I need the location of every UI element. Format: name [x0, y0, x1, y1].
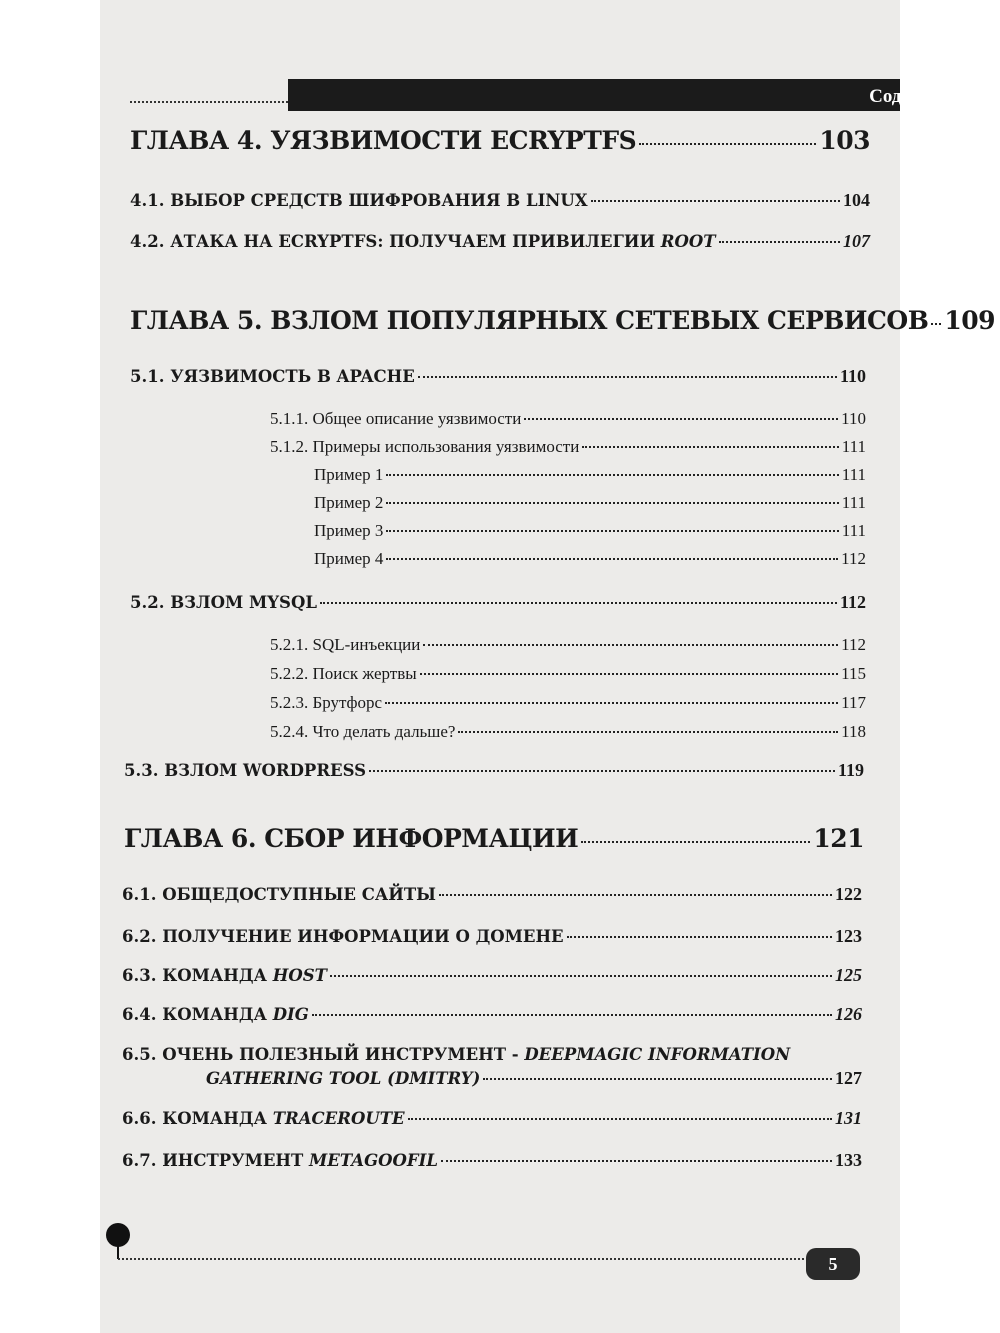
section-title: 6.3. КОМАНДА HOST — [122, 966, 327, 985]
leader-dots — [408, 1118, 832, 1120]
chapter-title: ГЛАВА 6. СБОР ИНФОРМАЦИИ — [124, 824, 579, 853]
toc-section-6-7[interactable] — [122, 1150, 862, 1171]
leader-dots — [386, 474, 838, 476]
toc-example-2[interactable] — [314, 493, 866, 513]
toc-section-6-4[interactable] — [122, 1004, 862, 1025]
leader-dots — [639, 143, 816, 145]
leader-dots — [423, 644, 838, 646]
toc-subsection-5-1-2[interactable] — [270, 437, 866, 457]
leader-dots — [418, 376, 837, 378]
example-title: Пример 3 — [314, 521, 384, 540]
chapter-title: ГЛАВА 5. ВЗЛОМ ПОПУЛЯРНЫХ СЕТЕВЫХ СЕРВИСОВ — [130, 306, 929, 335]
leader-dots — [483, 1078, 832, 1080]
leader-dots — [439, 894, 832, 896]
toc-subsection-5-2-4[interactable] — [270, 722, 866, 742]
leader-dots — [581, 841, 810, 843]
leader-dots — [420, 673, 838, 675]
page-number: 122 — [835, 884, 862, 904]
page-number: 119 — [837, 760, 864, 780]
subsection-title: 5.2.3. Брутфорс — [270, 693, 383, 712]
leader-dots — [591, 200, 840, 202]
section-title-italic: DEEPMAGIC INFORMATION — [524, 1045, 791, 1064]
page-number: 109 — [944, 306, 996, 335]
toc-section-6-6[interactable] — [122, 1108, 862, 1129]
page-number: 121 — [813, 824, 864, 853]
subsection-title: 5.2.1. SQL-инъекции — [270, 635, 421, 654]
page-number: 112 — [841, 549, 866, 568]
toc-subsection-5-2-2[interactable] — [270, 664, 866, 684]
leader-dots — [931, 323, 941, 325]
section-title: 6.5. ОЧЕНЬ ПОЛЕЗНЫЙ ИНСТРУМЕНТ - — [122, 1045, 525, 1064]
section-title: 5.1. УЯЗВИМОСТЬ В APACHE — [130, 367, 415, 386]
page-number: 125 — [835, 965, 862, 985]
leader-dots — [385, 702, 838, 704]
toc-example-4[interactable] — [314, 549, 866, 569]
leader-dots — [524, 418, 838, 420]
toc-section-6-3[interactable] — [122, 965, 862, 986]
running-header: Содержание — [869, 86, 974, 107]
leader-dots — [719, 241, 840, 243]
footer-dotted-rule — [118, 1258, 808, 1260]
page-number: 110 — [841, 409, 866, 428]
subsection-title: 5.2.2. Поиск жертвы — [270, 664, 417, 683]
page-number: 111 — [841, 465, 866, 484]
toc-section-5-1[interactable] — [130, 366, 866, 387]
example-title: Пример 2 — [314, 493, 384, 512]
leader-dots — [386, 502, 838, 504]
bullet-marker-icon — [106, 1223, 130, 1247]
page-number: 133 — [835, 1150, 862, 1170]
toc-section-6-5-line1[interactable] — [122, 1045, 790, 1064]
section-title: 6.6. КОМАНДА TRACEROUTE — [122, 1109, 405, 1128]
toc-section-4-1[interactable] — [130, 190, 870, 211]
section-title: 6.7. ИНСТРУМЕНТ METAGOOFIL — [122, 1151, 438, 1170]
page-number: 123 — [835, 926, 862, 946]
example-title: Пример 4 — [314, 549, 384, 568]
leader-dots — [369, 770, 835, 772]
section-title: 6.2. ПОЛУЧЕНИЕ ИНФОРМАЦИИ О ДОМЕНЕ — [122, 927, 564, 946]
toc-example-1[interactable] — [314, 465, 866, 485]
subsection-title: 5.2.4. Что делать дальше? — [270, 722, 456, 741]
page-number: 110 — [839, 366, 866, 386]
bullet-stem — [117, 1245, 119, 1259]
toc-subsection-5-2-3[interactable] — [270, 693, 866, 713]
toc-section-6-5[interactable] — [206, 1068, 862, 1089]
toc-example-3[interactable] — [314, 521, 866, 541]
page-number: 111 — [841, 521, 866, 540]
leader-dots — [386, 558, 838, 560]
page-number: 126 — [835, 1004, 862, 1024]
section-title: 6.4. КОМАНДА DIG — [122, 1005, 309, 1024]
page-number: 111 — [841, 493, 866, 512]
section-title: 5.3. ВЗЛОМ WORDPRESS — [124, 761, 367, 780]
section-title-continued: GATHERING TOOL (DMITRY) — [206, 1069, 481, 1088]
page-number: 131 — [835, 1108, 862, 1128]
page-number: 103 — [819, 126, 870, 155]
page-number-badge: 5 — [806, 1248, 860, 1280]
chapter-title: ГЛАВА 4. УЯЗВИМОСТИ ECRYPTFS — [130, 126, 637, 155]
toc-section-4-2[interactable] — [130, 231, 870, 252]
toc-section-5-3[interactable] — [124, 760, 864, 781]
page-number: 118 — [841, 722, 866, 741]
page-number: 117 — [841, 693, 866, 712]
leader-dots — [386, 530, 838, 532]
leader-dots — [330, 975, 832, 977]
subsection-title: 5.1.1. Общее описание уязвимости — [270, 409, 522, 428]
section-title: 5.2. ВЗЛОМ MYSQL — [130, 593, 317, 612]
leader-dots — [312, 1014, 832, 1016]
section-title: 6.1. ОБЩЕДОСТУПНЫЕ САЙТЫ — [122, 885, 437, 904]
leader-dots — [582, 446, 838, 448]
subsection-title: 5.1.2. Примеры использования уязвимости — [270, 437, 580, 456]
toc-chapter-4[interactable] — [130, 126, 870, 155]
page-number: 111 — [841, 437, 866, 456]
toc-subsection-5-2-1[interactable] — [270, 635, 866, 655]
toc-chapter-6[interactable] — [124, 824, 864, 853]
toc-chapter-5[interactable] — [130, 306, 996, 335]
page-number: 112 — [839, 592, 866, 612]
page-number: 107 — [843, 231, 870, 251]
leader-dots — [441, 1160, 832, 1162]
toc-section-6-1[interactable] — [122, 884, 862, 905]
page-number: 127 — [835, 1068, 862, 1088]
page-number: 115 — [841, 664, 866, 683]
page-number: 104 — [843, 190, 870, 210]
toc-section-5-2[interactable] — [130, 592, 866, 613]
toc-section-6-2[interactable] — [122, 926, 862, 947]
section-title: 4.2. АТАКА НА ECRYPTFS: ПОЛУЧАЕМ ПРИВИЛЕГИИ ROOT — [130, 232, 716, 251]
section-title: 4.1. ВЫБОР СРЕДСТВ ШИФРОВАНИЯ В LINUX — [130, 191, 588, 210]
leader-dots — [567, 936, 832, 938]
leader-dots — [320, 602, 837, 604]
leader-dots — [458, 731, 838, 733]
example-title: Пример 1 — [314, 465, 384, 484]
toc-subsection-5-1-1[interactable] — [270, 409, 866, 429]
page-number: 112 — [841, 635, 866, 654]
